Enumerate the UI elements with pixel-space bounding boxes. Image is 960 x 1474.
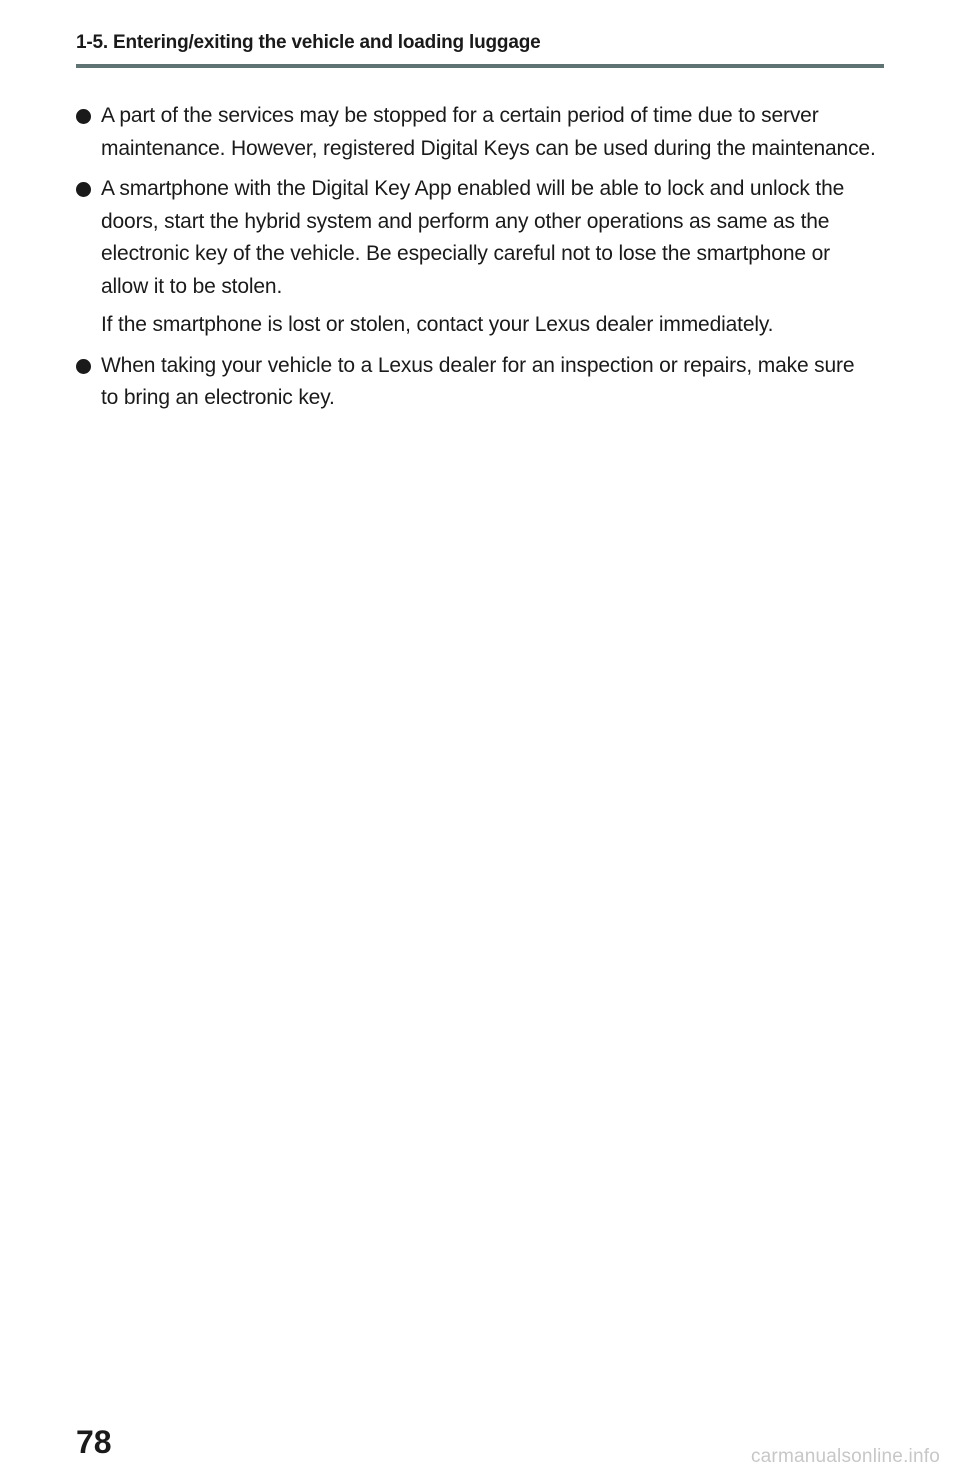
bullet-text: A part of the services may be stopped for a certain period of time due to server maintenance. However, registered Digital Keys can be used during the maintenance. — [101, 104, 876, 160]
bullet-text: A smartphone with the Digital Key App enabled will be able to lock and unlock the doors, start the hybrid system and perform any other operations as same as the electronic key of the vehicle. Be especially careful not to lose the smartphone or allow it to be stolen. — [101, 177, 845, 298]
bullet-dot-icon — [76, 182, 91, 197]
bullet-dot-icon — [76, 359, 91, 374]
main-content — [76, 100, 876, 423]
page-number: 78 — [76, 1424, 112, 1460]
watermark: carmanualsonline.info — [750, 1446, 940, 1467]
bullet-sub-paragraph: If the smartphone is lost or stolen, contact your Lexus dealer immediately. — [101, 313, 774, 336]
bullet-item — [76, 350, 876, 415]
bullet-item — [76, 100, 876, 165]
bullet-item — [76, 173, 876, 303]
page-header — [76, 30, 884, 68]
section-title: 1-5. Entering/exiting the vehicle and loading luggage — [76, 32, 541, 53]
header-rule — [76, 64, 884, 68]
bullet-text: When taking your vehicle to a Lexus dealer for an inspection or repairs, make sure to bring an electronic key. — [101, 353, 855, 409]
bullet-dot-icon — [76, 109, 91, 124]
